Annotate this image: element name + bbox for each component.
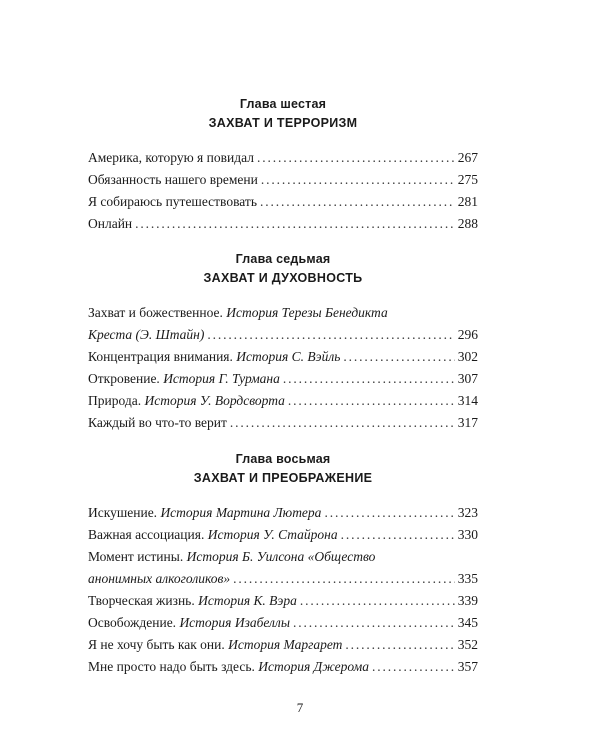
- entry-title: Важная ассоциация.: [88, 527, 205, 542]
- entry-author-cont: Креста (Э. Штайн): [88, 327, 205, 342]
- toc-entry: [88, 302, 478, 346]
- dot-leader: [293, 612, 455, 634]
- toc-entries: [88, 147, 478, 235]
- entry-title: Момент истины.: [88, 549, 184, 564]
- entry-title: Захват и божественное.: [88, 305, 223, 320]
- toc-entry: [88, 390, 478, 412]
- toc-entry: [88, 213, 478, 235]
- toc-entry: [88, 524, 478, 546]
- entry-author: История Маргарет: [228, 637, 343, 652]
- entry-title: Онлайн: [88, 216, 133, 231]
- entry-author: История Терезы Бенедикта: [226, 305, 388, 320]
- chapter-title: ЗАХВАТ И ПРЕОБРАЖЕНИЕ: [193, 471, 373, 485]
- entry-page: 296: [457, 327, 478, 342]
- toc-entry: [88, 546, 478, 590]
- chapter-number: Глава восьмая: [235, 452, 331, 466]
- entry-page: 323: [457, 505, 478, 520]
- entry-title: Обязанность нашего времени: [88, 172, 258, 187]
- entry-author: История С. Вэйль: [236, 349, 341, 364]
- dot-leader: [300, 590, 455, 612]
- entry-author: История У. Вордсворта: [144, 393, 285, 408]
- chapter-title: ЗАХВАТ И ТЕРРОРИЗМ: [208, 116, 358, 130]
- toc-entry: [88, 590, 478, 612]
- entry-page: 335: [457, 571, 478, 586]
- entry-author: История Джерома: [258, 659, 369, 674]
- entry-page: 275: [457, 172, 478, 187]
- toc-entry: [88, 412, 478, 434]
- toc-entries: [88, 302, 478, 434]
- entry-page: 357: [457, 659, 478, 674]
- entry-page: 302: [457, 349, 478, 364]
- dot-leader: [288, 390, 455, 412]
- toc-entry: [88, 147, 478, 169]
- dot-leader: [343, 346, 454, 368]
- dot-leader: [207, 324, 454, 346]
- entry-author: История Мартина Лютера: [160, 505, 322, 520]
- entry-title: Природа.: [88, 393, 142, 408]
- entry-page: 267: [457, 150, 478, 165]
- entry-author: История Изабеллы: [179, 615, 290, 630]
- entry-page: 314: [457, 393, 478, 408]
- dot-leader: [260, 191, 455, 213]
- entry-author: История У. Стайрона: [207, 527, 338, 542]
- chapter-number: Глава шестая: [239, 97, 327, 111]
- toc-entry: [88, 612, 478, 634]
- entry-title: Откровение.: [88, 371, 160, 386]
- toc-entry: [88, 656, 478, 678]
- entry-title: Каждый во что-то верит: [88, 415, 227, 430]
- toc-entry: [88, 634, 478, 656]
- dot-leader: [230, 412, 455, 434]
- chapter-number: Глава седьмая: [235, 252, 331, 266]
- toc-entry: [88, 346, 478, 368]
- toc-entry: [88, 502, 478, 524]
- entry-title: Творческая жизнь.: [88, 593, 195, 608]
- chapter-title: ЗАХВАТ И ДУХОВНОСТЬ: [203, 271, 363, 285]
- dot-leader: [233, 568, 455, 590]
- entry-page: 352: [457, 637, 478, 652]
- entry-page: 317: [457, 415, 478, 430]
- dot-leader: [257, 147, 455, 169]
- entry-page: 339: [457, 593, 478, 608]
- entry-title: Америка, которую я повидал: [88, 150, 254, 165]
- dot-leader: [345, 634, 454, 656]
- entry-title: Концентрация внимания.: [88, 349, 233, 364]
- dot-leader: [324, 502, 454, 524]
- dot-leader: [135, 213, 455, 235]
- entry-page: 345: [457, 615, 478, 630]
- entry-author-cont: анонимных алкоголиков»: [88, 571, 231, 586]
- dot-leader: [372, 656, 455, 678]
- toc-entry: [88, 368, 478, 390]
- entry-page: 307: [457, 371, 478, 386]
- entry-title: Я собираюсь путешествовать: [88, 194, 257, 209]
- entry-page: 288: [457, 216, 478, 231]
- toc-entry: [88, 191, 478, 213]
- dot-leader: [341, 524, 455, 546]
- entry-author: История Б. Уилсона «Общество: [186, 549, 376, 564]
- entry-title: Мне просто надо быть здесь.: [88, 659, 255, 674]
- dot-leader: [261, 169, 455, 191]
- page-number: 7: [296, 700, 304, 715]
- chapter-seven: [88, 251, 478, 434]
- entry-title: Освобождение.: [88, 615, 177, 630]
- entry-page: 330: [457, 527, 478, 542]
- entry-page: 281: [457, 194, 478, 209]
- chapter-eight: [88, 451, 478, 678]
- entry-title: Я не хочу быть как они.: [88, 637, 225, 652]
- entry-author: История К. Вэра: [198, 593, 297, 608]
- entry-title: Искушение.: [88, 505, 158, 520]
- toc-entries: [88, 502, 478, 678]
- entry-author: История Г. Турмана: [163, 371, 280, 386]
- chapter-six: [88, 96, 478, 235]
- toc-entry: [88, 169, 478, 191]
- dot-leader: [283, 368, 455, 390]
